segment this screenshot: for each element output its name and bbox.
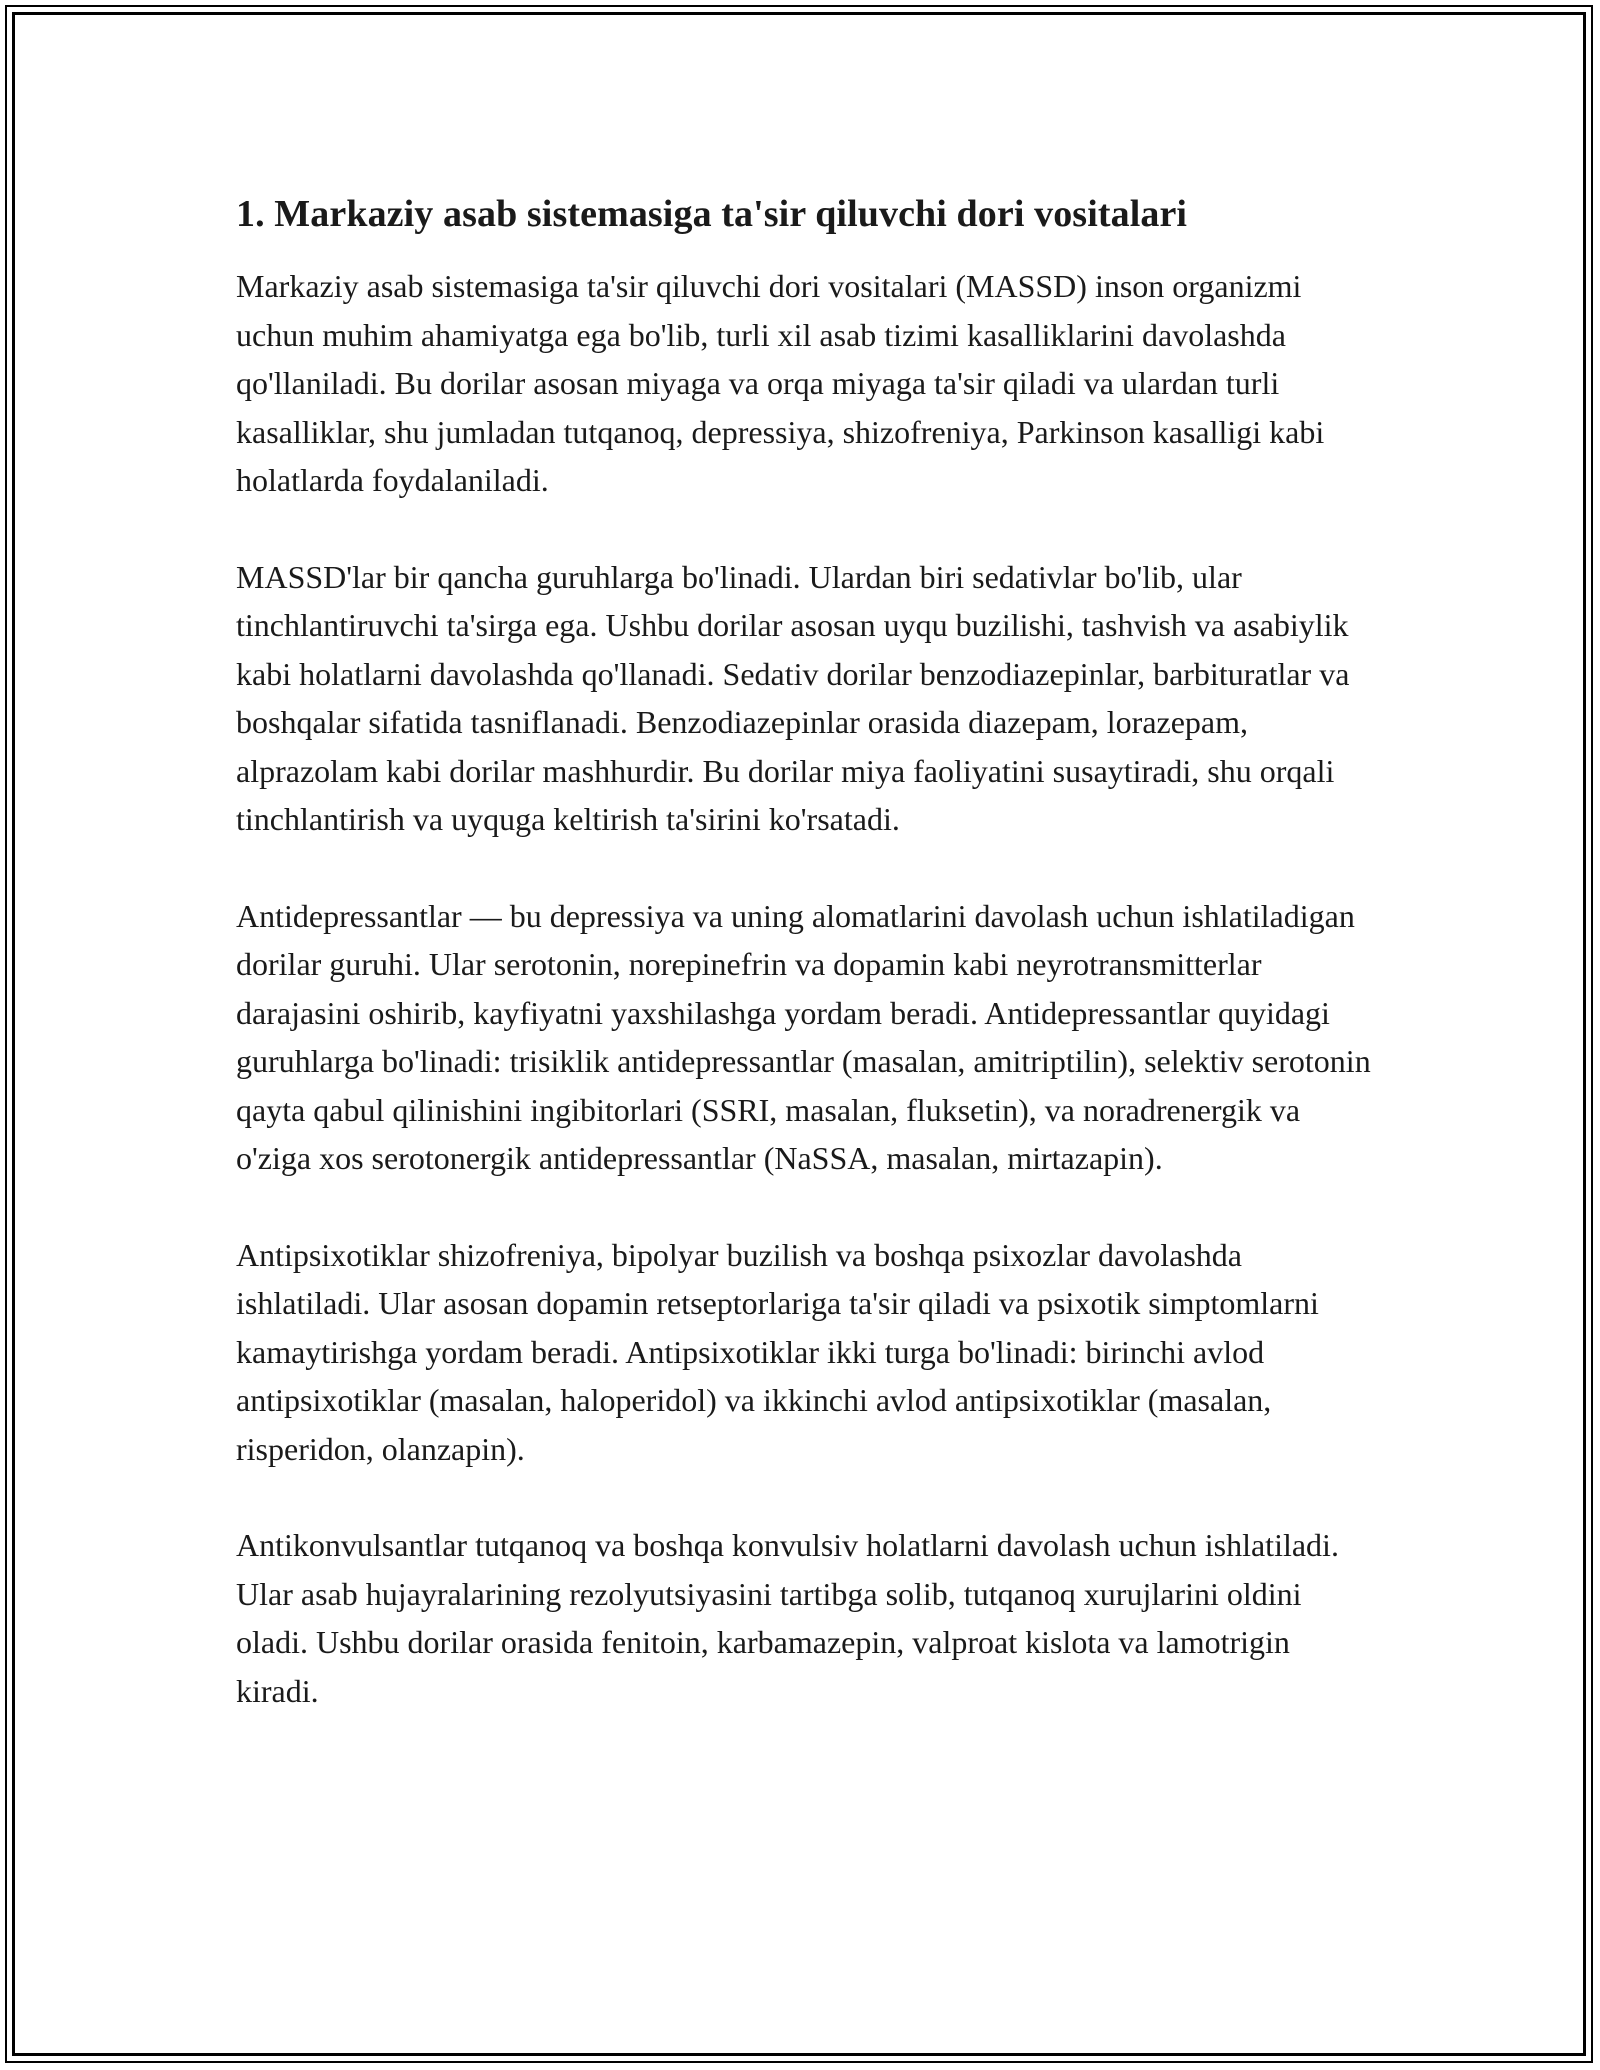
paragraph-antipsychotics: Antipsixotiklar shizofreniya, bipolyar buzilish va boshqa psixozlar davolashda ishlatiladi. Ular asosan dopamin retseptorlariga ta'sir qiladi va psixotik simptomlarni kamaytirishga yordam beradi. Antipsixotiklar ikki turga bo'linadi: birinchi avlod antipsixotiklar (masalan, haloperidol) va ikkinchi avlod antipsixotiklar (masalan, risperidon, olanzapin). [236, 1236, 1319, 1467]
paragraph-anticonvulsants: Antikonvulsantlar tutqanoq va boshqa konvulsiv holatlarni davolash uchun ishlatiladi. Ular asab hujayralarining rezolyutsiyasini tartibga solib, tutqanoq xurujlarini oldini oladi. Ushbu dorilar orasida fenitoin, karbamazepin, valproat kislota va lamotrigin kiradi. [236, 1527, 1339, 1709]
paragraph-intro: Markaziy asab sistemasiga ta'sir qiluvchi dori vositalari (MASSD) inson organizmi uchun muhim ahamiyatga ega bo'lib, turli xil asab tizimi kasalliklarini davolashda qo'llaniladi. Bu dorilar asosan miyaga va orqa miyaga ta'sir qiladi va ulardan turli kasalliklar, shu jumladan tutqanoq, depressiya, shizofreniya, Parkinson kasalligi kabi holatlarda foydalaniladi. [236, 268, 1325, 498]
paragraph-antidepressants: Antidepressantlar — bu depressiya va uning alomatlarini davolash uchun ishlatiladigan dorilar guruhi. Ular serotonin, norepinefrin va dopamin kabi neyrotransmitterlar darajasini oshirib, kayfiyatni yaxshilashga yordam beradi. Antidepressantlar quyidagi guruhlarga bo'linadi: trisiklik antidepressantlar (masalan, amitriptilin), selektiv serotonin qayta qabul qilinishini ingibitorlari (SSRI, masalan, fluksetin), va noradrenergik va o'ziga xos serotonergik antidepressantlar (NaSSA, masalan, mirtazapin). [236, 897, 1371, 1176]
section-heading: 1. Markaziy asab sistemasiga ta'sir qiluvchi dori vositalari [236, 193, 1188, 235]
document-body [236, 188, 1372, 1763]
paragraph-sedatives: MASSD'lar bir qancha guruhlarga bo'linadi. Ulardan biri sedativlar bo'lib, ular tinchlantiruvchi ta'sirga ega. Ushbu dorilar asosan uyqu buzilishi, tashvish va asabiylik kabi holatlarni davolashda qo'llanadi. Sedativ dorilar benzodiazepinlar, barbituratlar va boshqalar sifatida tasniflanadi. Benzodiazepinlar orasida diazepam, lorazepam, alprazolam kabi dorilar mashhurdir. Bu dorilar miya faoliyatini susaytiradi, shu orqali tinchlantirish va uyquga keltirish ta'sirini ko'rsatadi. [236, 558, 1350, 837]
